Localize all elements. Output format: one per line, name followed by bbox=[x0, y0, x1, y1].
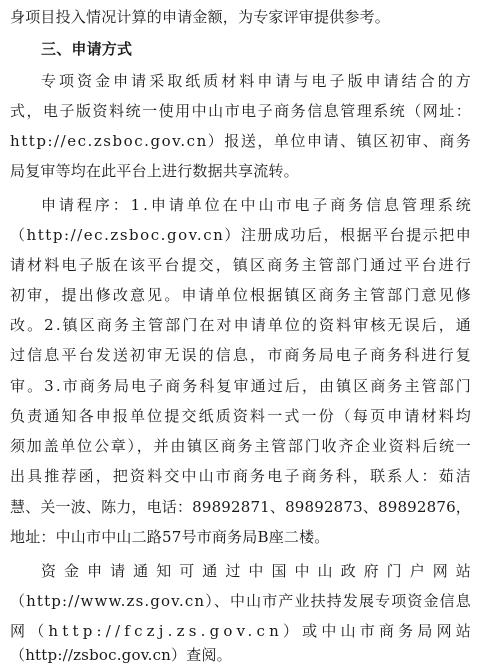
paragraph-line: 专项资金申请采取纸质材料申请与电子版申请结合的方 bbox=[41, 72, 474, 90]
paragraph-line: 局复审等均在此平台上进行数据共享流转。 bbox=[10, 162, 299, 180]
paragraph-line: http://ec.zsboc.gov.cn）报送，单位申请、镇区初审、商务 bbox=[10, 132, 473, 150]
paragraph-line: 慧、关一波、陈力，电话：89892871、89892873、89892876， bbox=[10, 498, 471, 516]
paragraph-line: 负责通知各申报单位提交纸质资料一式一份（每页申请材料均 bbox=[10, 407, 473, 425]
paragraph-line: 请材料电子版在该平台提交，镇区商务主管部门通过平台进行 bbox=[10, 256, 473, 274]
paragraph-line: 地址：中山市中山二路57号市商务局B座二楼。 bbox=[10, 528, 330, 546]
paragraph-line: 审。3.市商务局电子商务科复审通过后，由镇区商务主管部门 bbox=[10, 377, 473, 395]
paragraph-line: 资金申请通知可通过中国中山政府门户网站 bbox=[41, 562, 479, 580]
paragraph-line: （http://zsboc.gov.cn）查阅。 bbox=[10, 646, 232, 664]
paragraph-line: 改。2.镇区商务主管部门在对申请单位的资料审核无误后，通 bbox=[10, 316, 473, 334]
paragraph-line: 申请程序：1.申请单位在中山市电子商务信息管理系统 bbox=[41, 196, 474, 214]
paragraph-line: 过信息平台发送初审无误的信息，市商务局电子商务科进行复 bbox=[10, 346, 473, 364]
paragraph-line: 出具推荐函，把资料交中山市商务电子商务科，联系人：茹洁 bbox=[10, 467, 473, 485]
paragraph-line: （http://www.zs.gov.cn）、中山市产业扶持发展专项资金信息 bbox=[10, 592, 472, 610]
paragraph-line: 式，电子版资料统一使用中山市电子商务信息管理系统（网址： bbox=[10, 102, 473, 120]
paragraph-line: 初审，提出修改意见。申请单位根据镇区商务主管部门意见修 bbox=[10, 286, 473, 304]
section-heading: 三、申请方式 bbox=[41, 40, 133, 58]
paragraph-line: （http://ec.zsboc.gov.cn）注册成功后，根据平台提示把申 bbox=[10, 226, 473, 244]
paragraph-line: 身项目投入情况计算的申请金额，为专家评审提供参考。 bbox=[10, 8, 391, 26]
paragraph-line: 网（http://fczj.zs.gov.cn）或中山市商务局网站 bbox=[10, 622, 475, 640]
paragraph-line: 须加盖单位公章），并由镇区商务主管部门收齐企业资料后统一 bbox=[10, 437, 473, 455]
